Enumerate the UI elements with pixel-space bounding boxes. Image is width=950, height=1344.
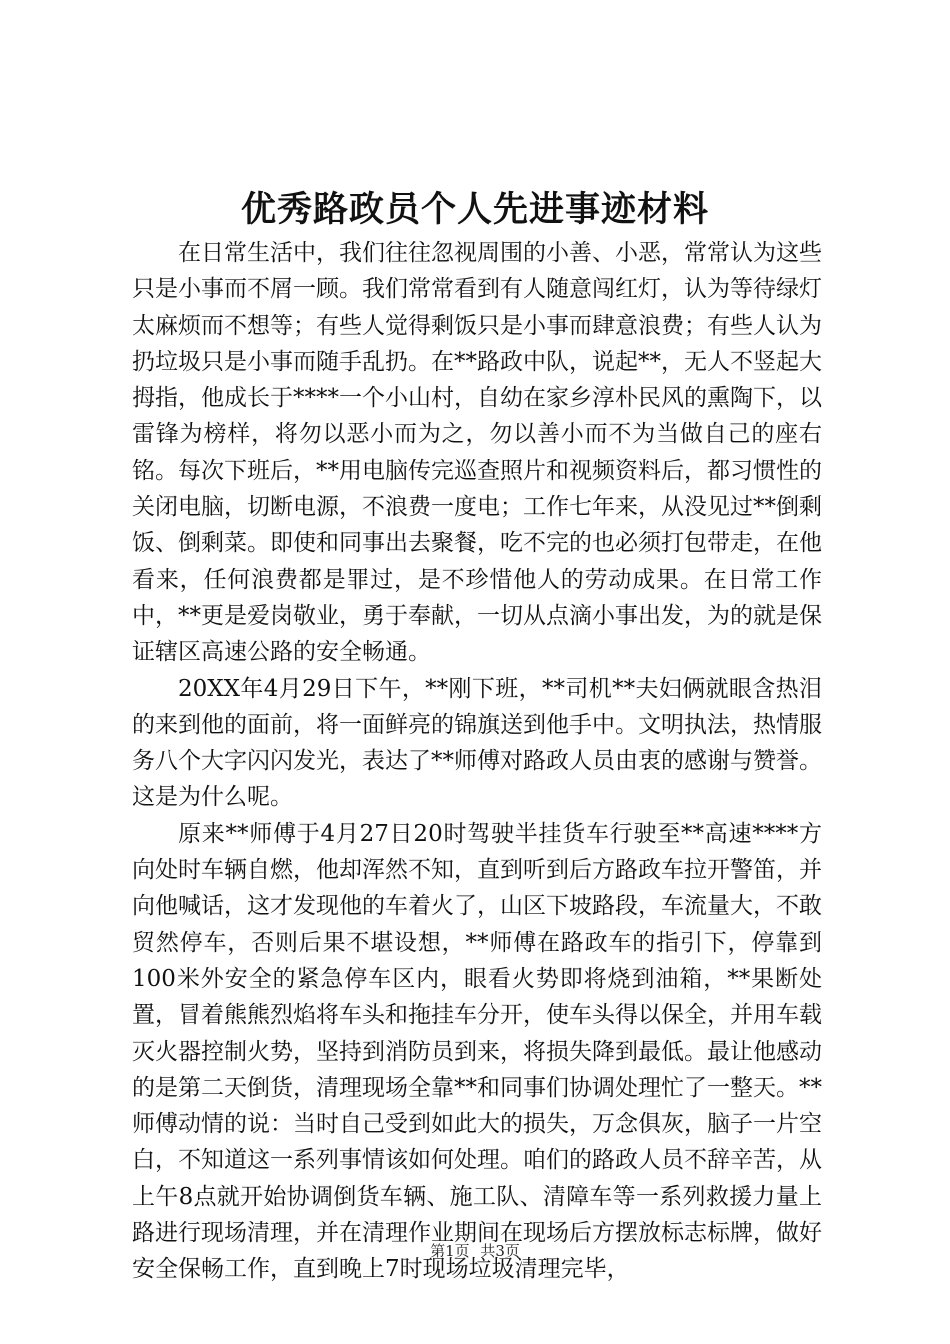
page-number: 第1页 — [430, 1242, 470, 1260]
paragraph-1: 在日常生活中，我们往往忽视周围的小善、小恶，常常认为这些只是小事而不屑一顾。我们常常看到有人随意闯红灯，认为等待绿灯太麻烦而不想等；有些人觉得剩饭只是小事而肆意浪费；有些人认为扔垃圾只是小事而随手乱扔。在**路政中队，说起**，无人不竖起大拇指，他成长于****一个小山村，自幼在家乡淳朴民风的熏陶下，以雷锋为榜样，将勿以恶小而为之，勿以善小而不为当做自己的座右铭。每次下班后，**用电脑传完巡查照片和视频资料后，都习惯性的关闭电脑，切断电源，不浪费一度电；工作七年来，从没见过**倒剩饭、倒剩菜。即使和同事出去聚餐，吃不完的也必须打包带走，在他看来，任何浪费都是罪过，是不珍惜他人的劳动成果。在日常工作中，**更是爱岗敬业，勇于奉献，一切从点滴小事出发，为的就是保证辖区高速公路的安全畅通。 — [132, 240, 822, 666]
document-title: 优秀路政员个人先进事迹材料 — [240, 189, 709, 230]
paragraph-3: 原来**师傅于4月27日20时驾驶半挂货车行驶至**高速****方向处时车辆自燃，他却浑然不知，直到听到后方路政车拉开警笛，并向他喊话，这才发现他的车着火了，山区下坡路段，车流量大，不敢贸然停车，否则后果不堪设想，**师傅在路政车的指引下，停靠到100米外安全的紧急停车区内，眼看火势即将烧到油箱，**果断处置，冒着熊熊烈焰将车头和拖挂车分开，使车头得以保全，并用车载灭火器控制火势，坚持到消防员到来，将损失降到最低。最让他感动的是第二天倒货，清理现场全靠**和同事们协调处理忙了一整天。**师傅动情的说：当时自己受到如此大的损失，万念俱灰，脑子一片空白，不知道这一系列事情该如何处理。咱们的路政人员不辞辛苦，从上午8点就开始协调倒货车辆、施工队、清障车等一系列救援力量上路进行现场清理，并在清理作业期间在现场后方摆放标志标牌，做好安全保畅工作，直到晚上7时现场垃圾清理完毕， — [132, 820, 822, 1283]
paragraph-2: 20XX年4月29日下午，**刚下班，**司机**夫妇俩就眼含热泪的来到他的面前，将一面鲜亮的锦旗送到他手中。文明执法，热情服务八个大字闪闪发光，表达了**师傅对路政人员由衷的感谢与赞誉。这是为什么呢。 — [132, 675, 822, 811]
page-footer — [0, 1240, 950, 1262]
page-total: 共3页 — [480, 1242, 520, 1260]
document-body — [132, 235, 822, 1288]
